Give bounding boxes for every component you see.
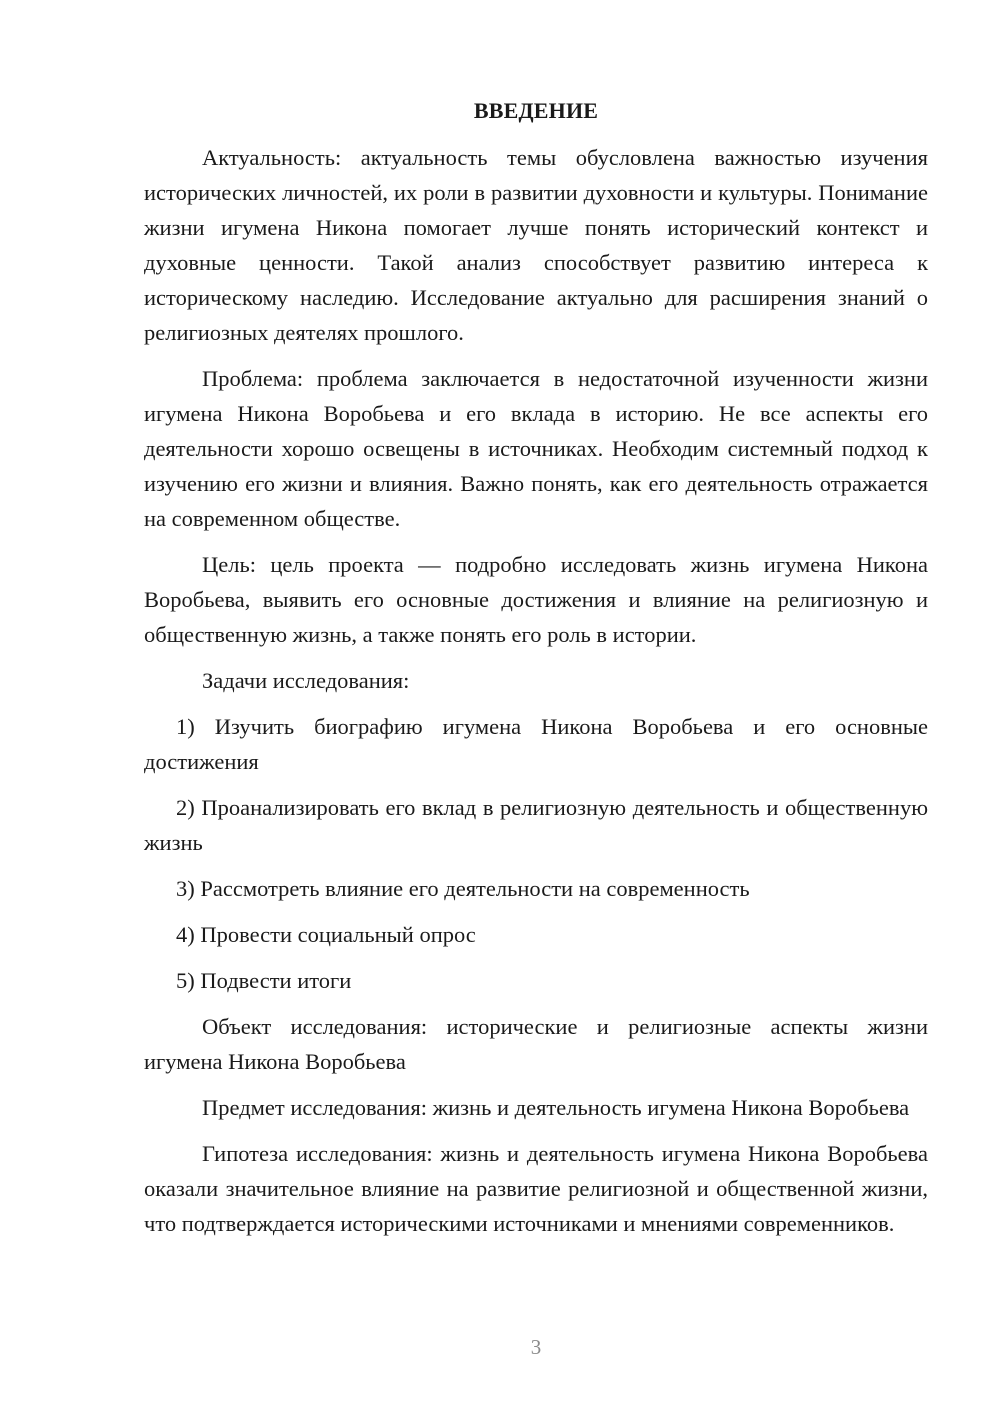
task-item: 2) Проанализировать его вклад в религиозную деятельность и общественную жизнь (144, 795, 928, 855)
page-number: 3 (530, 1335, 542, 1359)
body-text (144, 140, 928, 1252)
task-item: 1) Изучить биографию игумена Никона Воробьева и его основные достижения (144, 714, 928, 774)
task-item: 3) Рассмотреть влияние его деятельности на современность (176, 876, 750, 901)
paragraph-relevance: Актуальность: актуальность темы обусловлена важностью изучения исторических личностей, их роли в развитии духовности и культуры. Понимание жизни игумена Никона помогает лучше понять исторический контекст и духовные ценности. Такой анализ способствует развитию интереса к историческому наследию. Исследование актуально для расширения знаний о религиозных деятелях прошлого. (144, 145, 928, 345)
paragraph-object: Объект исследования: исторические и религиозные аспекты жизни игумена Никона Воробьева (144, 1014, 928, 1074)
paragraph-goal: Цель: цель проекта — подробно исследовать жизнь игумена Никона Воробьева, выявить его основные достижения и влияние на религиозную и общественную жизнь, а также понять его роль в истории. (144, 552, 928, 647)
page-title: ВВЕДЕНИЕ (473, 98, 599, 123)
paragraph-problem: Проблема: проблема заключается в недостаточной изученности жизни игумена Никона Воробьева и его вклада в историю. Не все аспекты его деятельности хорошо освещены в источниках. Необходим системный подход к изучению его жизни и влияния. Важно понять, как его деятельность отражается на современном обществе. (144, 366, 928, 531)
paragraph-hypothesis: Гипотеза исследования: жизнь и деятельность игумена Никона Воробьева оказали значительное влияние на развитие религиозной и общественной жизни, что подтверждается историческими источниками и мнениями современников. (144, 1141, 928, 1236)
task-item: 4) Провести социальный опрос (176, 922, 476, 947)
paragraph-subject: Предмет исследования: жизнь и деятельность игумена Никона Воробьева (202, 1095, 910, 1120)
paragraph-tasks-heading: Задачи исследования: (202, 668, 410, 693)
task-item: 5) Подвести итоги (176, 968, 352, 993)
